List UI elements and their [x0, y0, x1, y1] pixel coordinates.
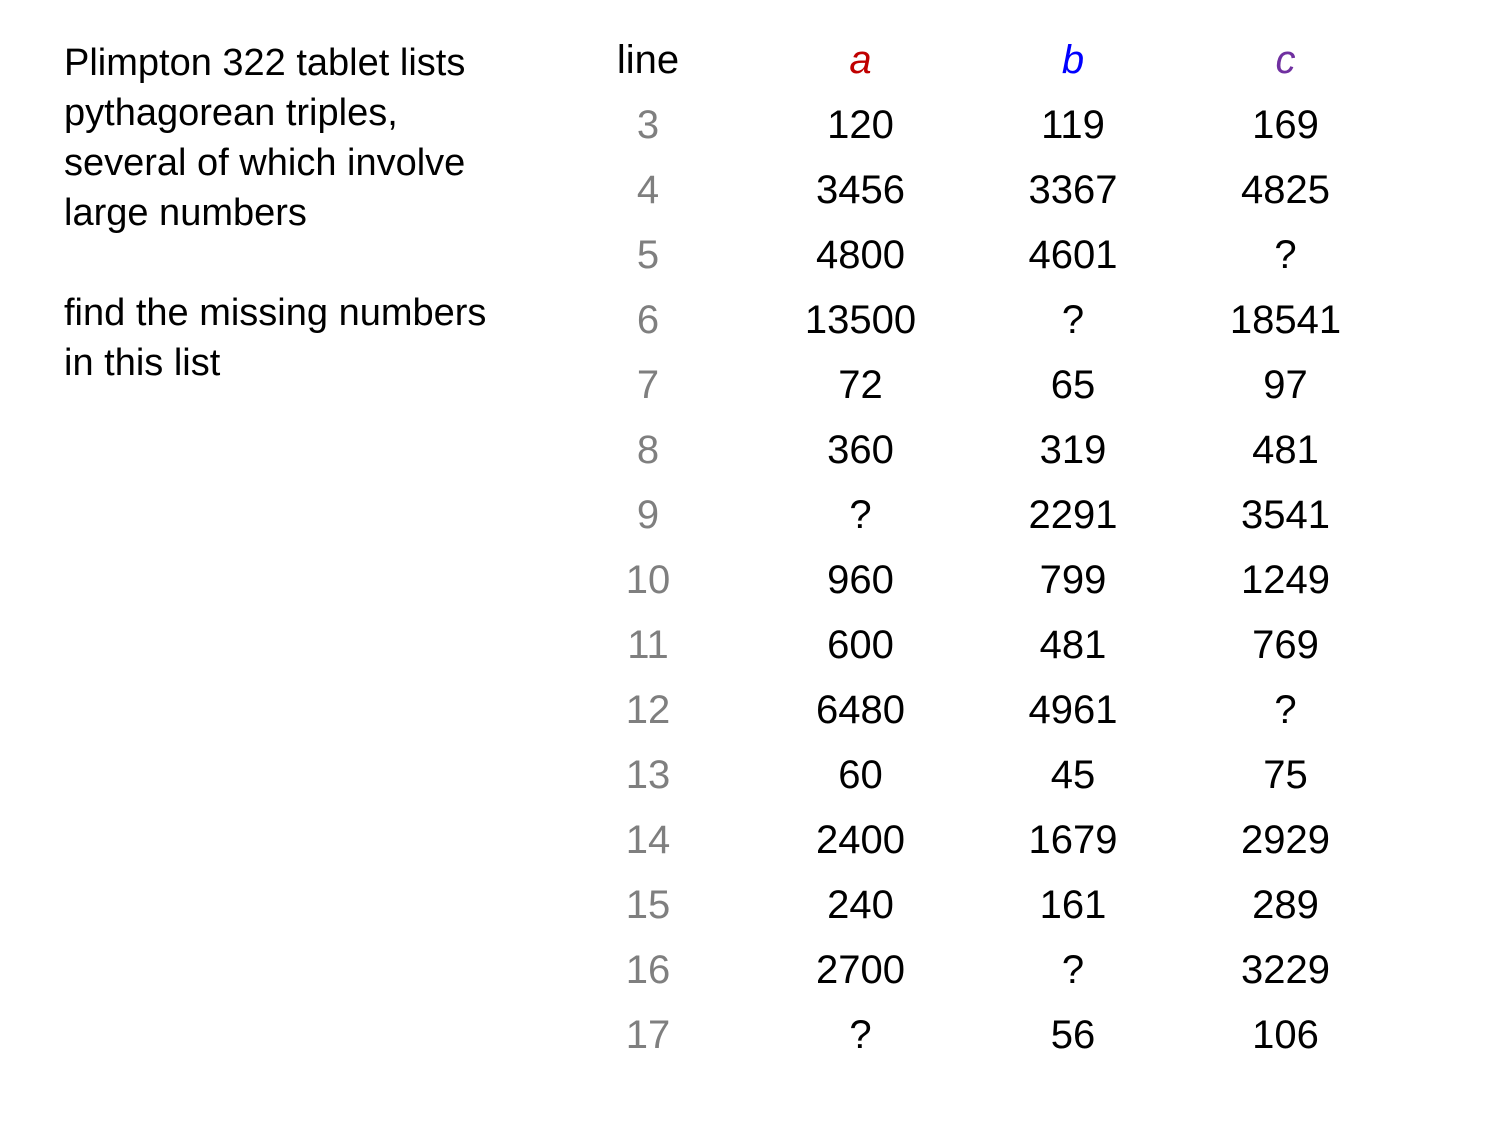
cell-a: 2700 [816, 948, 905, 992]
table-row [548, 873, 1398, 938]
table-row [548, 483, 1398, 548]
cell-a: 360 [827, 428, 894, 472]
line-number-cell: 8 [636, 428, 660, 472]
cell-a: ? [849, 493, 872, 537]
cell-a: 72 [838, 363, 883, 407]
line-number-cell: 5 [636, 233, 660, 277]
cell-b: 319 [1039, 428, 1107, 472]
cell-b: 161 [1039, 883, 1107, 927]
cell-b: 799 [1039, 558, 1107, 602]
header-line: line [616, 38, 680, 82]
line-number-cell: 7 [636, 363, 660, 407]
cell-c: 18541 [1229, 298, 1342, 342]
table-row [548, 613, 1398, 678]
cell-a: 120 [827, 103, 894, 147]
cell-b: 56 [1050, 1013, 1096, 1057]
cell-a: 6480 [816, 688, 905, 732]
instruction-paragraph: find the missing numbers in this list [64, 292, 487, 384]
line-number-cell: 13 [625, 753, 671, 797]
cell-b: 2291 [1028, 493, 1118, 537]
line-number-cell: 16 [625, 948, 671, 992]
cell-a: 960 [827, 558, 894, 602]
table-row [548, 223, 1398, 288]
cell-c: 75 [1263, 753, 1308, 797]
cell-b: 45 [1050, 753, 1096, 797]
table-row [548, 353, 1398, 418]
line-number-cell: 4 [636, 168, 660, 212]
cell-c: 2929 [1241, 818, 1330, 862]
table-row [548, 938, 1398, 1003]
cell-c: 4825 [1241, 168, 1330, 212]
line-number-cell: 17 [625, 1013, 671, 1057]
header-b: b [1061, 38, 1085, 82]
line-number-cell: 11 [627, 623, 669, 667]
cell-c: 169 [1252, 103, 1319, 147]
cell-c: 1249 [1241, 558, 1330, 602]
cell-a: 3456 [816, 168, 905, 212]
header-row [548, 28, 1398, 93]
cell-b: 4961 [1028, 688, 1118, 732]
header-a: a [849, 38, 872, 82]
table-row [548, 743, 1398, 808]
table-row [548, 1003, 1398, 1068]
table-row [548, 158, 1398, 223]
cell-c: ? [1274, 688, 1297, 732]
line-number-cell: 9 [636, 493, 660, 537]
cell-a: 4800 [816, 233, 905, 277]
cell-b: ? [1061, 298, 1085, 342]
cell-c: 289 [1252, 883, 1319, 927]
cell-b: 119 [1041, 103, 1105, 147]
table-row [548, 288, 1398, 353]
cell-c: 3541 [1241, 493, 1330, 537]
cell-b: 4601 [1028, 233, 1118, 277]
cell-b: 65 [1050, 363, 1096, 407]
cell-b: ? [1061, 948, 1085, 992]
header-c: c [1275, 38, 1296, 82]
line-number-cell: 10 [625, 558, 671, 602]
intro-text [64, 38, 504, 388]
cell-c: 769 [1252, 623, 1319, 667]
description-paragraph: Plimpton 322 tablet lists pythagorean triples, several of which involve large numbers [64, 42, 466, 234]
cell-a: 600 [827, 623, 894, 667]
table-body [548, 93, 1398, 1068]
table-row [548, 678, 1398, 743]
table-row [548, 93, 1398, 158]
cell-a: 240 [827, 883, 894, 927]
cell-c: 481 [1252, 428, 1319, 472]
cell-c: 3229 [1241, 948, 1330, 992]
table-row [548, 418, 1398, 483]
cell-b: 481 [1039, 623, 1107, 667]
cell-a: 60 [838, 753, 883, 797]
line-number-cell: 6 [636, 298, 660, 342]
cell-c: 106 [1252, 1013, 1319, 1057]
cell-a: ? [849, 1013, 872, 1057]
cell-a: 13500 [804, 298, 917, 342]
cell-b: 3367 [1028, 168, 1118, 212]
line-number-cell: 12 [625, 688, 671, 732]
cell-c: 97 [1263, 363, 1308, 407]
table-row [548, 808, 1398, 873]
line-number-cell: 15 [625, 883, 671, 927]
cell-c: ? [1274, 233, 1297, 277]
pythagorean-triples-table [548, 28, 1398, 1068]
line-number-cell: 3 [636, 103, 660, 147]
line-number-cell: 14 [625, 818, 671, 862]
table-row [548, 548, 1398, 613]
cell-b: 1679 [1028, 818, 1118, 862]
cell-a: 2400 [816, 818, 905, 862]
